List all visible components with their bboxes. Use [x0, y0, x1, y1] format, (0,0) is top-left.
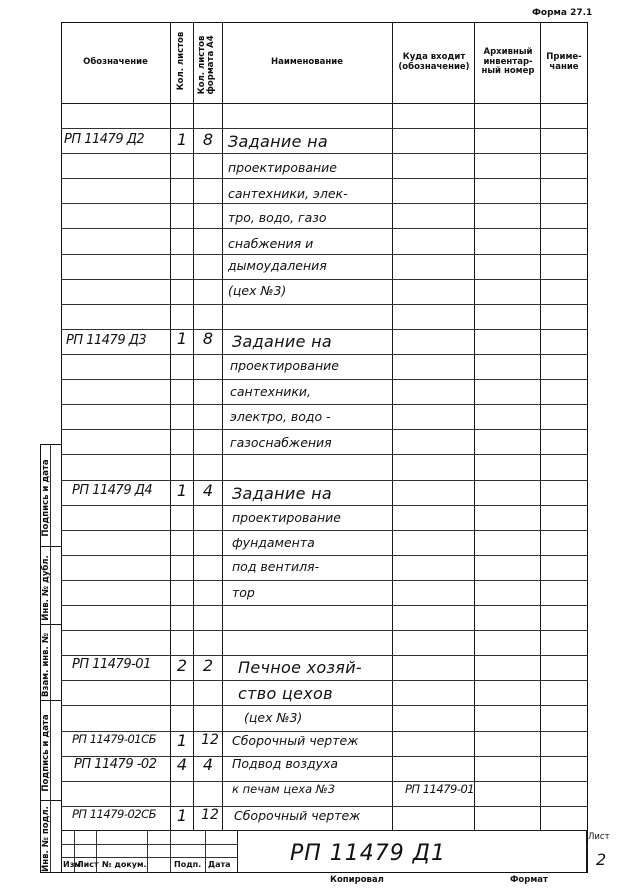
title-label-doc-no: № докум. — [102, 860, 147, 869]
entry-name-line: дымоудаления — [228, 258, 327, 273]
table-row-line — [61, 178, 588, 179]
entry-sheets: 1 — [176, 329, 188, 348]
entry-name-line: проектирование — [228, 160, 337, 175]
title-block-sheet-sep — [586, 846, 588, 847]
title-sheet-number: 2 — [596, 850, 607, 869]
entry-name-line: проектирование — [232, 510, 341, 525]
footer-format: Формат — [510, 875, 548, 885]
entry-code: РП 11479 Д4 — [72, 483, 153, 498]
table-row-line — [61, 429, 588, 430]
title-block-row-2 — [61, 857, 237, 858]
title-block-row-1 — [61, 844, 237, 845]
entry-sheets: 1 — [176, 481, 188, 500]
entry-name-line: проектирование — [230, 358, 339, 373]
entry-name-line: снабжения и — [228, 236, 314, 251]
entry-name-line: Задание на — [232, 484, 332, 503]
table-row-line — [61, 530, 588, 531]
entry-code: РП 11479-01СБ — [72, 732, 157, 746]
table-row-line — [61, 555, 588, 556]
entry-name-line: электро, водо - — [230, 409, 331, 424]
title-block-col — [586, 830, 587, 873]
entry-sheets-a4: 12 — [201, 732, 219, 748]
title-label-sheet: Лист — [77, 860, 99, 869]
entry-sheets-a4: 2 — [202, 656, 214, 675]
entry-sheets-a4: 8 — [202, 130, 214, 149]
title-block-top — [61, 830, 588, 831]
entry-sheets: 2 — [176, 656, 188, 675]
entry-code: РП 11479 Д2 — [64, 132, 145, 147]
entry-name-line: Сборочный чертеж — [232, 733, 359, 748]
title-label-signature: Подп. — [174, 860, 202, 869]
table-row-line — [61, 279, 588, 280]
entry-name-line: (цех №3) — [244, 710, 303, 725]
entry-name-line: фундамента — [232, 535, 315, 550]
entry-name-line: под вентиля- — [232, 559, 320, 574]
col-divider-6 — [540, 22, 541, 830]
table-row-line — [61, 580, 588, 581]
entry-code: РП 11479-02СБ — [72, 807, 157, 821]
header-archive: Архивный инвентар- ный номер — [481, 46, 535, 77]
table-row-line — [61, 480, 588, 481]
header-destination: Куда входит (обозначение) — [398, 51, 470, 72]
side-label-sign-date-1: Подпись и дата — [41, 459, 51, 537]
table-row-line — [61, 228, 588, 229]
entry-name-line: тро, водо, газо — [228, 210, 327, 225]
entry-sheets-a4: 4 — [202, 481, 214, 500]
table-row-line — [61, 203, 588, 204]
table-row-line — [61, 404, 588, 405]
entry-sheets: 1 — [176, 130, 188, 149]
entry-code: РП 11479-01 — [72, 657, 151, 672]
header-separator — [61, 103, 588, 104]
header-sheets-a4: Кол. листов формата А4 — [197, 35, 216, 95]
table-row-line — [61, 705, 588, 706]
title-block-col — [205, 830, 206, 873]
header-name: Наименование — [271, 56, 343, 67]
side-label-dup-inv: Инв. № дубл. — [41, 555, 51, 621]
entry-name-line: к печам цеха №3 — [232, 782, 336, 796]
entry-name-line: тор — [232, 585, 255, 600]
footer-copied: Копировал — [330, 875, 384, 885]
entry-sheets: 1 — [176, 731, 188, 750]
table-row-line — [61, 379, 588, 380]
table-row-line — [61, 454, 588, 455]
side-label-replace-inv: Взам. инв. № — [41, 633, 51, 697]
entry-code: РП 11479 Д3 — [66, 333, 147, 348]
entry-name-line: Печное хозяй- — [238, 658, 362, 677]
entry-sheets: 4 — [176, 755, 188, 774]
table-row-line — [61, 680, 588, 681]
entry-name-line: сантехники, элек- — [228, 186, 348, 201]
table-row-line — [61, 153, 588, 154]
entry-name-line: Задание на — [228, 132, 328, 151]
table-row-line — [61, 304, 588, 305]
title-block-col — [237, 830, 238, 873]
entry-sheets-a4: 4 — [202, 755, 214, 774]
table-row-line — [61, 254, 588, 255]
table-row-line — [61, 655, 588, 656]
table-row-line — [61, 605, 588, 606]
title-doc-code: РП 11479 Д1 — [290, 841, 446, 866]
col-divider-2 — [193, 22, 194, 830]
side-label-sign-date-2: Подпись и дата — [41, 714, 51, 792]
entry-name-line: ство цехов — [238, 684, 333, 703]
header-note: Приме- чание — [546, 51, 582, 72]
entry-name-line: сантехники, — [230, 384, 312, 399]
entry-sheets-a4: 12 — [201, 807, 219, 823]
entry-code: РП 11479 -02 — [74, 757, 157, 772]
title-label-change: Изм — [63, 860, 81, 869]
title-sheet-label: Лист — [588, 832, 610, 842]
entry-name-line: Сборочный чертеж — [234, 808, 361, 823]
title-label-date: Дата — [208, 860, 231, 869]
header-sheets: Кол. листов — [176, 31, 186, 91]
col-divider-5 — [474, 22, 475, 830]
side-label-orig-inv: Инв. № подл. — [41, 806, 51, 872]
table-row-line — [61, 630, 588, 631]
table-row-line — [61, 329, 588, 330]
table-row-line — [61, 505, 588, 506]
entry-name-line: Подвод воздуха — [232, 756, 339, 771]
table-row-line — [61, 128, 588, 129]
col-divider-4 — [392, 22, 393, 830]
entry-destination: РП 11479-01 — [405, 782, 475, 796]
title-block-col — [170, 830, 171, 873]
entry-name-line: Задание на — [232, 332, 332, 351]
entry-sheets: 1 — [176, 806, 188, 825]
entry-name-line: газоснабжения — [230, 435, 332, 450]
form-label: Форма 27.1 — [532, 8, 593, 18]
entry-name-line: (цех №3) — [228, 283, 287, 298]
table-row-line — [61, 354, 588, 355]
col-divider-3 — [222, 22, 223, 830]
header-designation: Обозначение — [83, 56, 148, 67]
col-divider-1 — [170, 22, 171, 830]
title-block-col — [147, 830, 148, 873]
entry-sheets-a4: 8 — [202, 329, 214, 348]
